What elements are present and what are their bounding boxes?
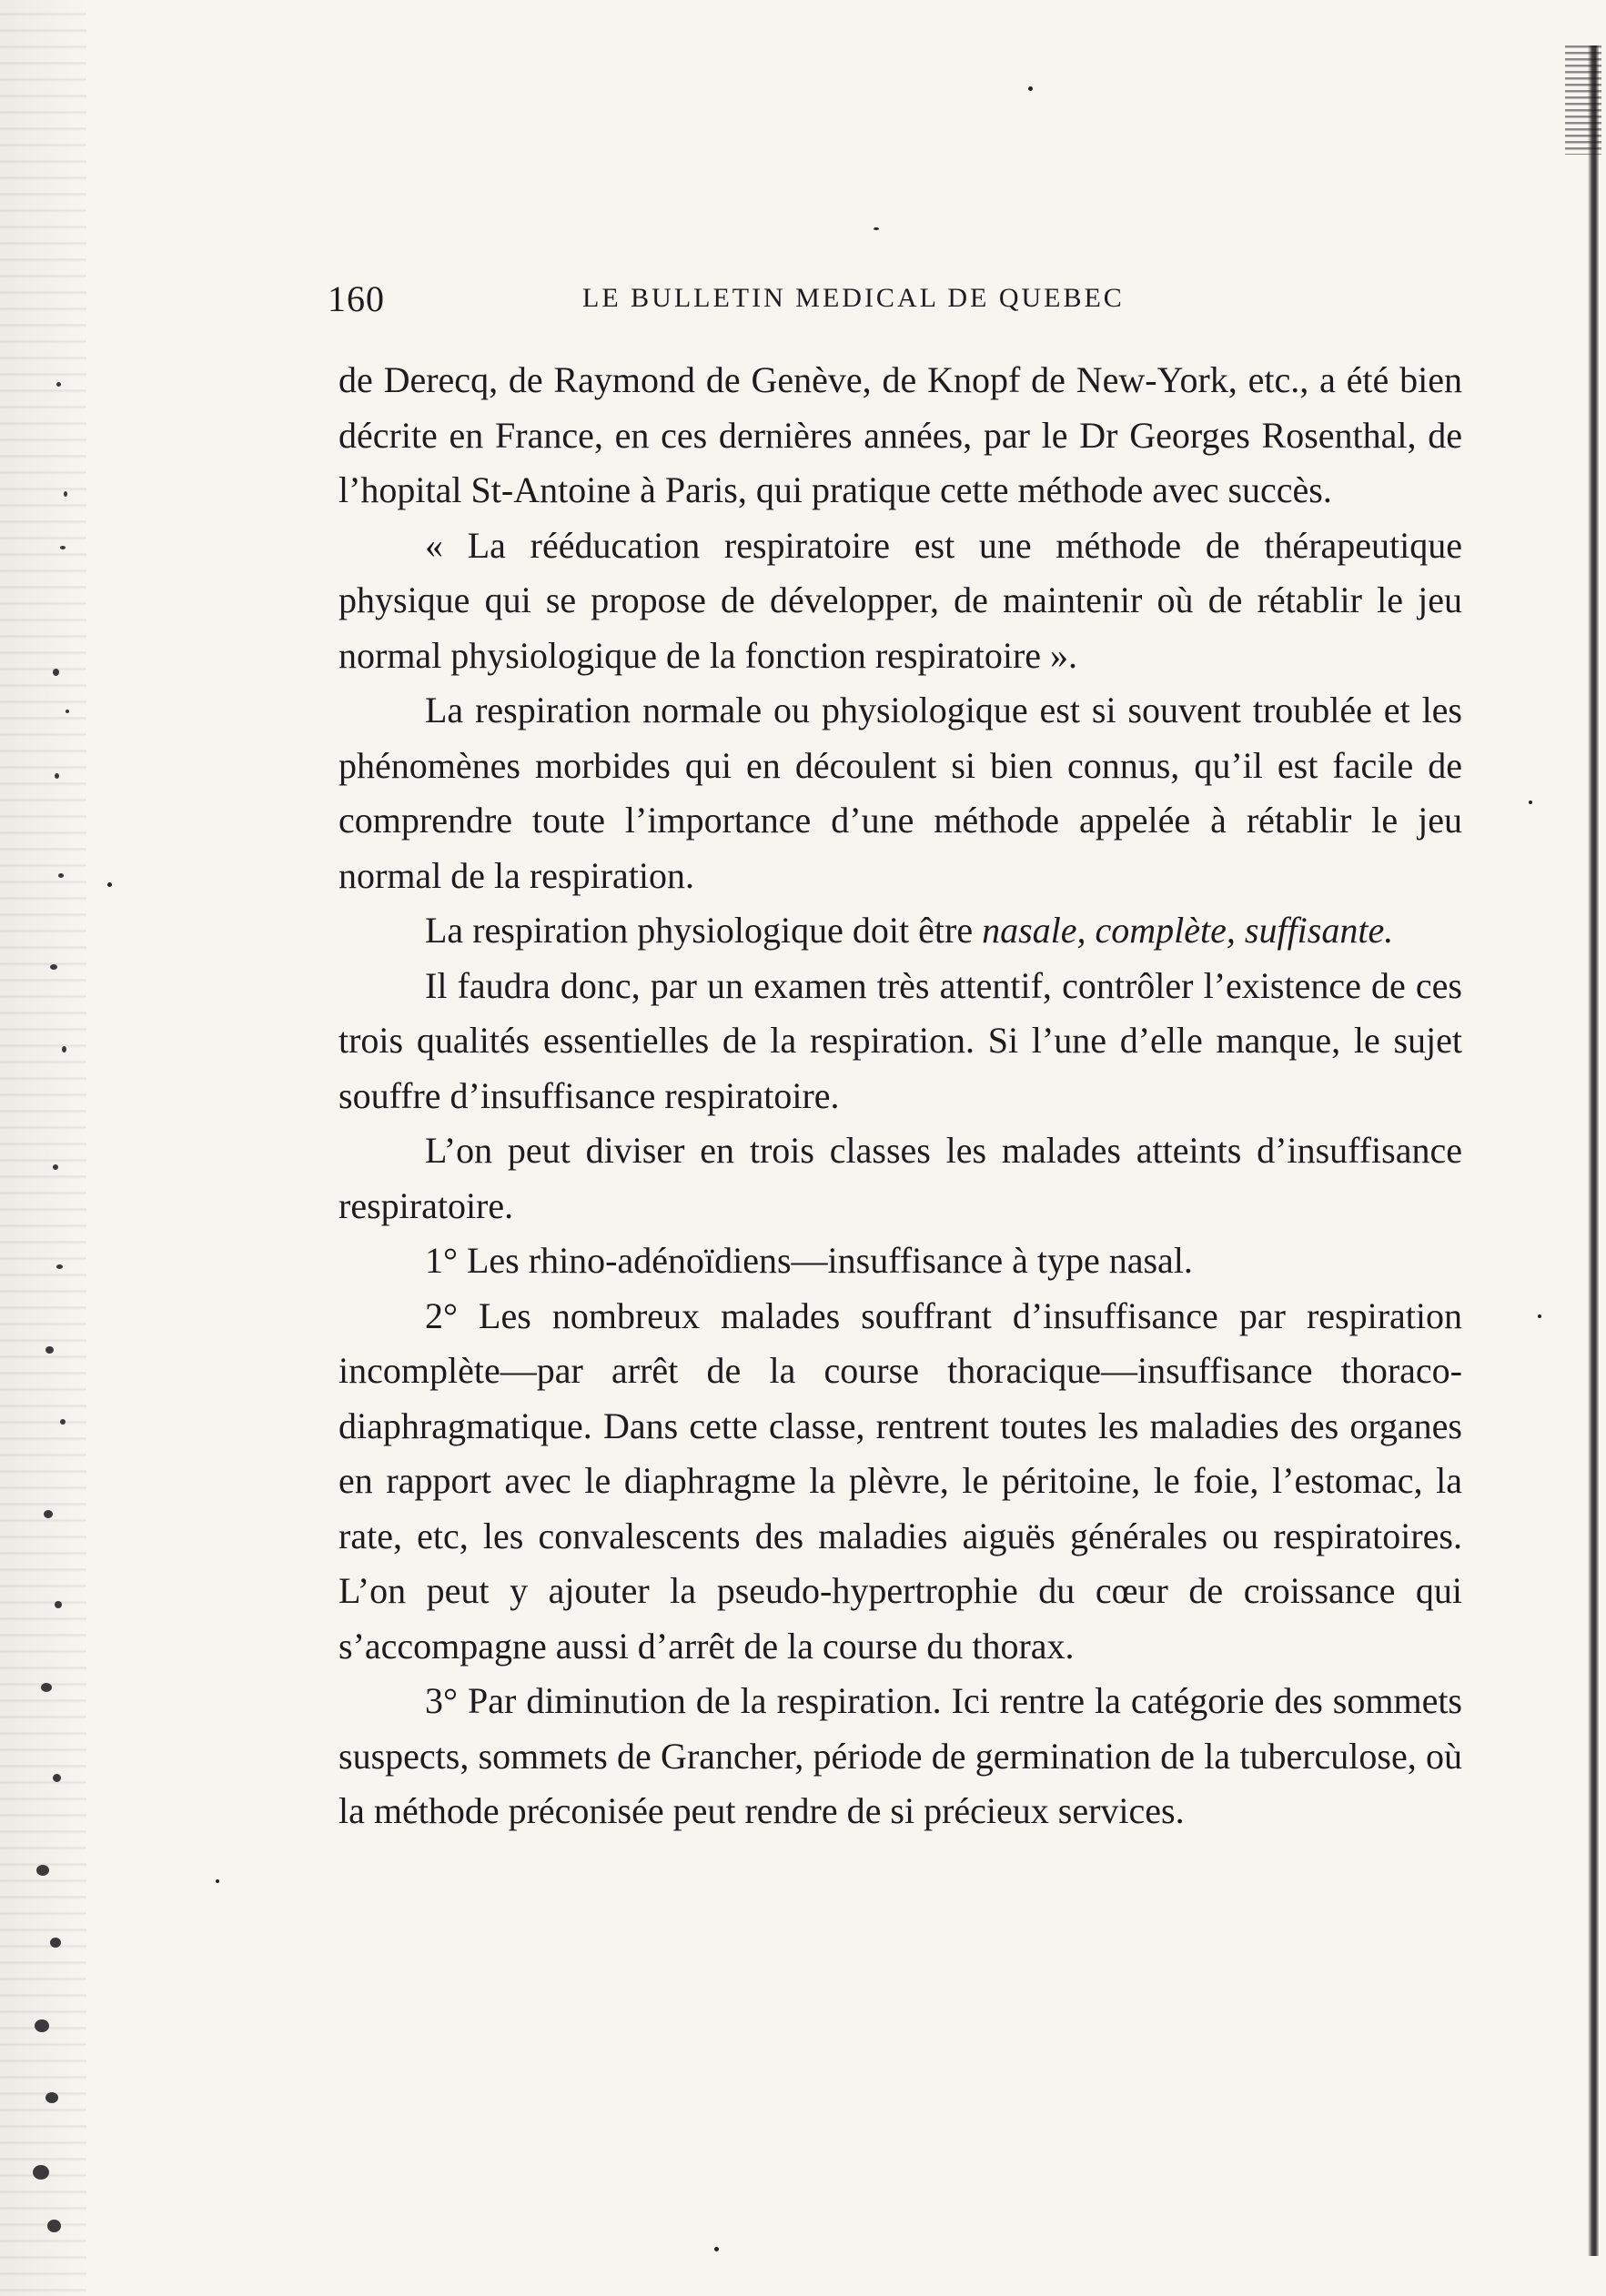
running-head: LE BULLETIN MEDICAL DE QUEBEC [582,283,1125,313]
list-item: 1° Les rhino-adénoïdiens—insuffisance à type nasal. [425,1240,1193,1281]
article-body [338,353,1462,1839]
stray-mark [1529,801,1532,804]
scan-gutter-noise [0,0,86,2296]
italic-term: complète, [1095,910,1236,951]
stray-mark [714,2247,719,2251]
paragraph: de Derecq, de Raymond de Genève, de Knopf de New-York, etc., a été bien décrite en France, en ces dernières années, par le Dr Georges Rosenthal, de l’hopital St-Antoine à Paris, qui pratique cette méthode avec succès. [338,359,1462,510]
italic-term: suffisante. [1244,910,1394,951]
list-item: 2° Les nombreux malades souffrant d’insuffisance par respiration incomplète—par arrêt de la course thoracique—insuffisance thoraco-diaphragmatique. Dans cette classe, rentrent toutes les maladies des organes en rapport avec le diaphragme la plèvre, le péritoine, le foie, l’estomac, la rate, etc, les convalescents des maladies aiguës générales ou respiratoires. L’on peut y ajouter la pseudo-hypertrophie du cœur de croissance qui s’accompagne aussi d’arrêt de la course du thorax. [338,1294,1462,1667]
scan-edge-shadow [1588,45,1599,2256]
list-item: 3° Par diminution de la respiration. Ici rentre la catégorie des sommets suspects, sommets de Grancher, période de germination de la tuberculose, où la méthode préconisée peut rendre de si précieux services. [338,1680,1462,1831]
paragraph: « La rééducation respiratoire est une méthode de thérapeutique physique qui se propose de développer, de maintenir où de rétablir le jeu normal physiologique de la fonction respiratoire ». [338,524,1462,676]
stray-mark [1538,1314,1541,1318]
paragraph-text: La respiration physiologique doit être [425,910,983,951]
paragraph: La respiration normale ou physiologique est si souvent troublée et les phénomènes morbides qui en découlent si bien connus, qu’il est facile de comprendre toute l’importance d’une méthode appelée à rétablir le jeu normal de la respiration. [338,690,1462,896]
page-header [328,277,1237,323]
paragraph [338,903,1462,959]
page-number: 160 [328,278,385,319]
stray-mark [1028,86,1033,91]
stray-mark [874,227,879,230]
stray-mark [216,1879,219,1883]
paragraph: L’on peut diviser en trois classes les malades atteints d’insuffisance respiratoire. [338,1130,1462,1226]
italic-term: nasale, [982,910,1086,951]
paragraph: Il faudra donc, par un examen très attentif, contrôler l’existence de ces trois qualités essentielles de la respiration. Si l’une d’elle manque, le sujet souffre d’insuffisance respiratoire. [338,964,1462,1116]
stray-mark [107,882,112,887]
